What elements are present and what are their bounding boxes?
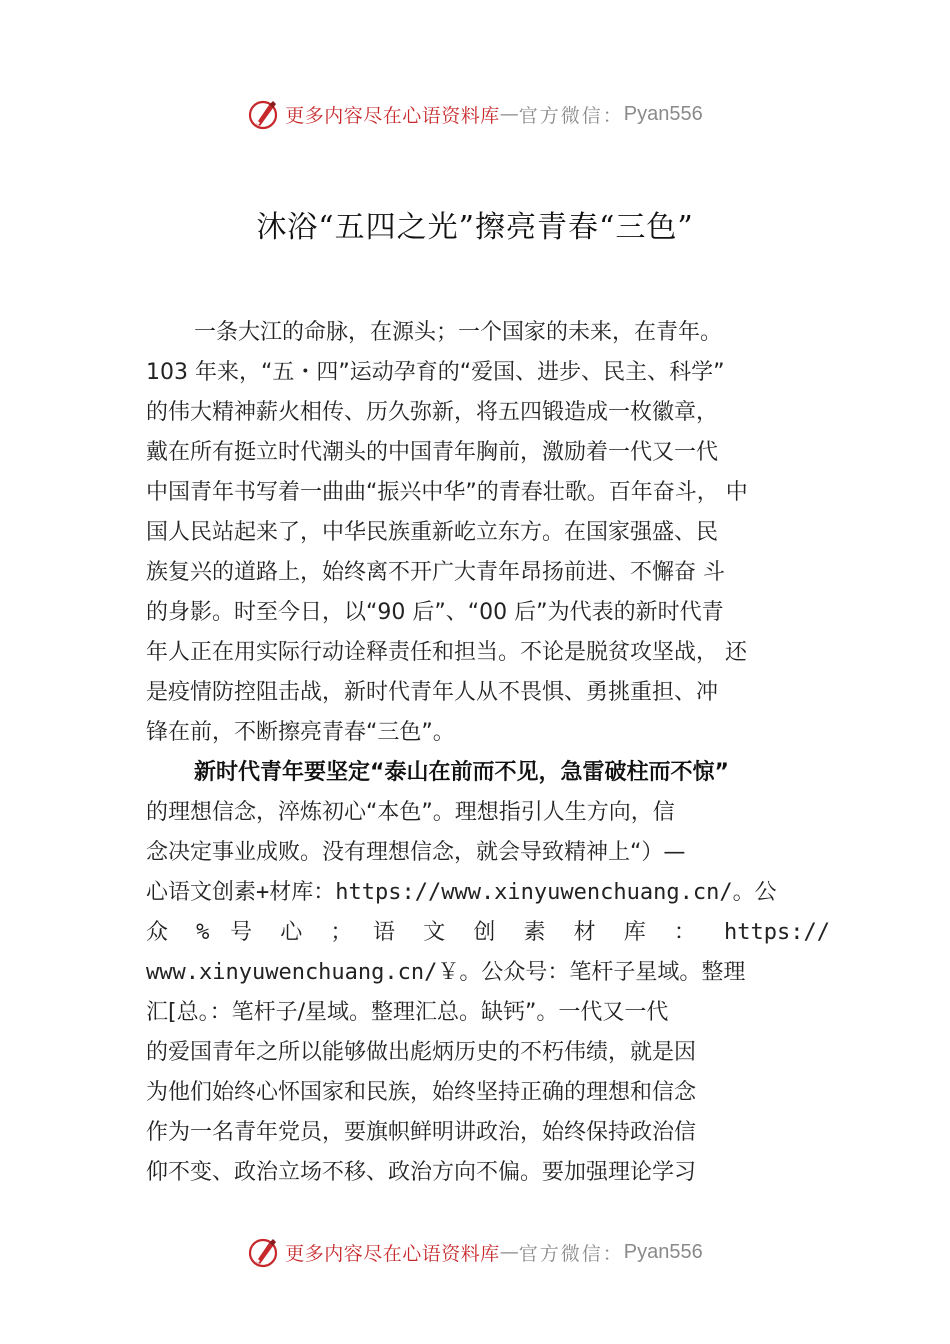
body-line: 心语文创素+材库：https://www.xinyuwenchuang.cn/。公 xyxy=(146,880,777,905)
body-line: 戴在所有挺立时代潮头的中国青年胸前，激励着一代又一代 xyxy=(146,440,719,465)
body-line: 作为一名青年党员，要旗帜鲜明讲政治，始终保持政治信 xyxy=(146,1120,697,1145)
body-line: 的爱国青年之所以能够做出彪炳历史的不朽伟绩，就是因 xyxy=(146,1040,697,1065)
body-line: 念决定事业成败。没有理想信念，就会导致精神上“）— xyxy=(146,840,686,865)
body-line: 103 年来，“五・四”运动孕育的“爱国、进步、民主、科学” xyxy=(146,360,725,385)
body-line: 一条大江的命脉，在源头；一个国家的未来，在青年。 xyxy=(194,320,723,345)
brand-text: 更多内容尽在心语资料库 xyxy=(285,104,500,127)
body-line: 国人民站起来了，中华民族重新屹立东方。在国家强盛、民 xyxy=(146,520,719,545)
body-line: 族复兴的道路上，始终离不开广大青年昂扬前进、不懈奋 斗 xyxy=(146,560,725,585)
wechat-id: Pyan556 xyxy=(623,102,703,125)
body-line: www.xinyuwenchuang.cn/￥。公众号：笔杆子星域。整理 xyxy=(146,960,746,985)
footer-banner xyxy=(0,1232,950,1272)
brand-text: 更多内容尽在心语资料库 xyxy=(285,1242,500,1265)
body-line: 为他们始终心怀国家和民族，始终坚持正确的理想和信念 xyxy=(146,1080,697,1105)
pen-logo-icon xyxy=(247,97,281,131)
wechat-label: 官方微信： xyxy=(518,104,624,127)
body-line: 中国青年书写着一曲曲“振兴中华”的青春壮歌。百年奋斗， 中 xyxy=(146,480,748,505)
body-line: 的理想信念，淬炼初心“本色”。理想指引人生方向，信 xyxy=(146,800,675,825)
body-line: 的身影。时至今日，以“90 后”、“00 后”为代表的新时代青 xyxy=(146,600,724,625)
wechat-label: 官方微信： xyxy=(518,1242,624,1265)
body-line: 锋在前，不断擦亮青春“三色”。 xyxy=(146,720,455,745)
body-line: 是疫情防控阻击战，新时代青年人从不畏惧、勇挑重担、冲 xyxy=(146,680,719,705)
body-line-bold: 新时代青年要坚定“泰山在前而不见，急雷破柱而不惊” xyxy=(194,760,729,785)
body-line: 汇[总。：笔杆子/星域。整理汇总。缺钙”。一代又一代 xyxy=(146,1000,669,1025)
body-line: 仰不变、政治立场不移、政治方向不偏。要加强理论学习 xyxy=(146,1160,697,1185)
body-line: 年人正在用实际行动诠释责任和担当。不论是脱贫攻坚战， 还 xyxy=(146,640,747,665)
body-line: 的伟大精神薪火相传、历久弥新，将五四锻造成一枚徽章， xyxy=(146,400,719,425)
banner-separator: — xyxy=(499,1241,519,1263)
wechat-id: Pyan556 xyxy=(623,1240,703,1263)
article-title: 沐浴“五四之光”擦亮青春“三色” xyxy=(256,210,694,245)
banner-separator: — xyxy=(499,103,519,125)
header-banner xyxy=(0,94,950,134)
body-line: 众 % 号 心 ； 语 文 创 素 材 库 ： https:// xyxy=(146,920,830,945)
pen-logo-icon xyxy=(247,1235,281,1269)
article-body xyxy=(146,313,830,1193)
